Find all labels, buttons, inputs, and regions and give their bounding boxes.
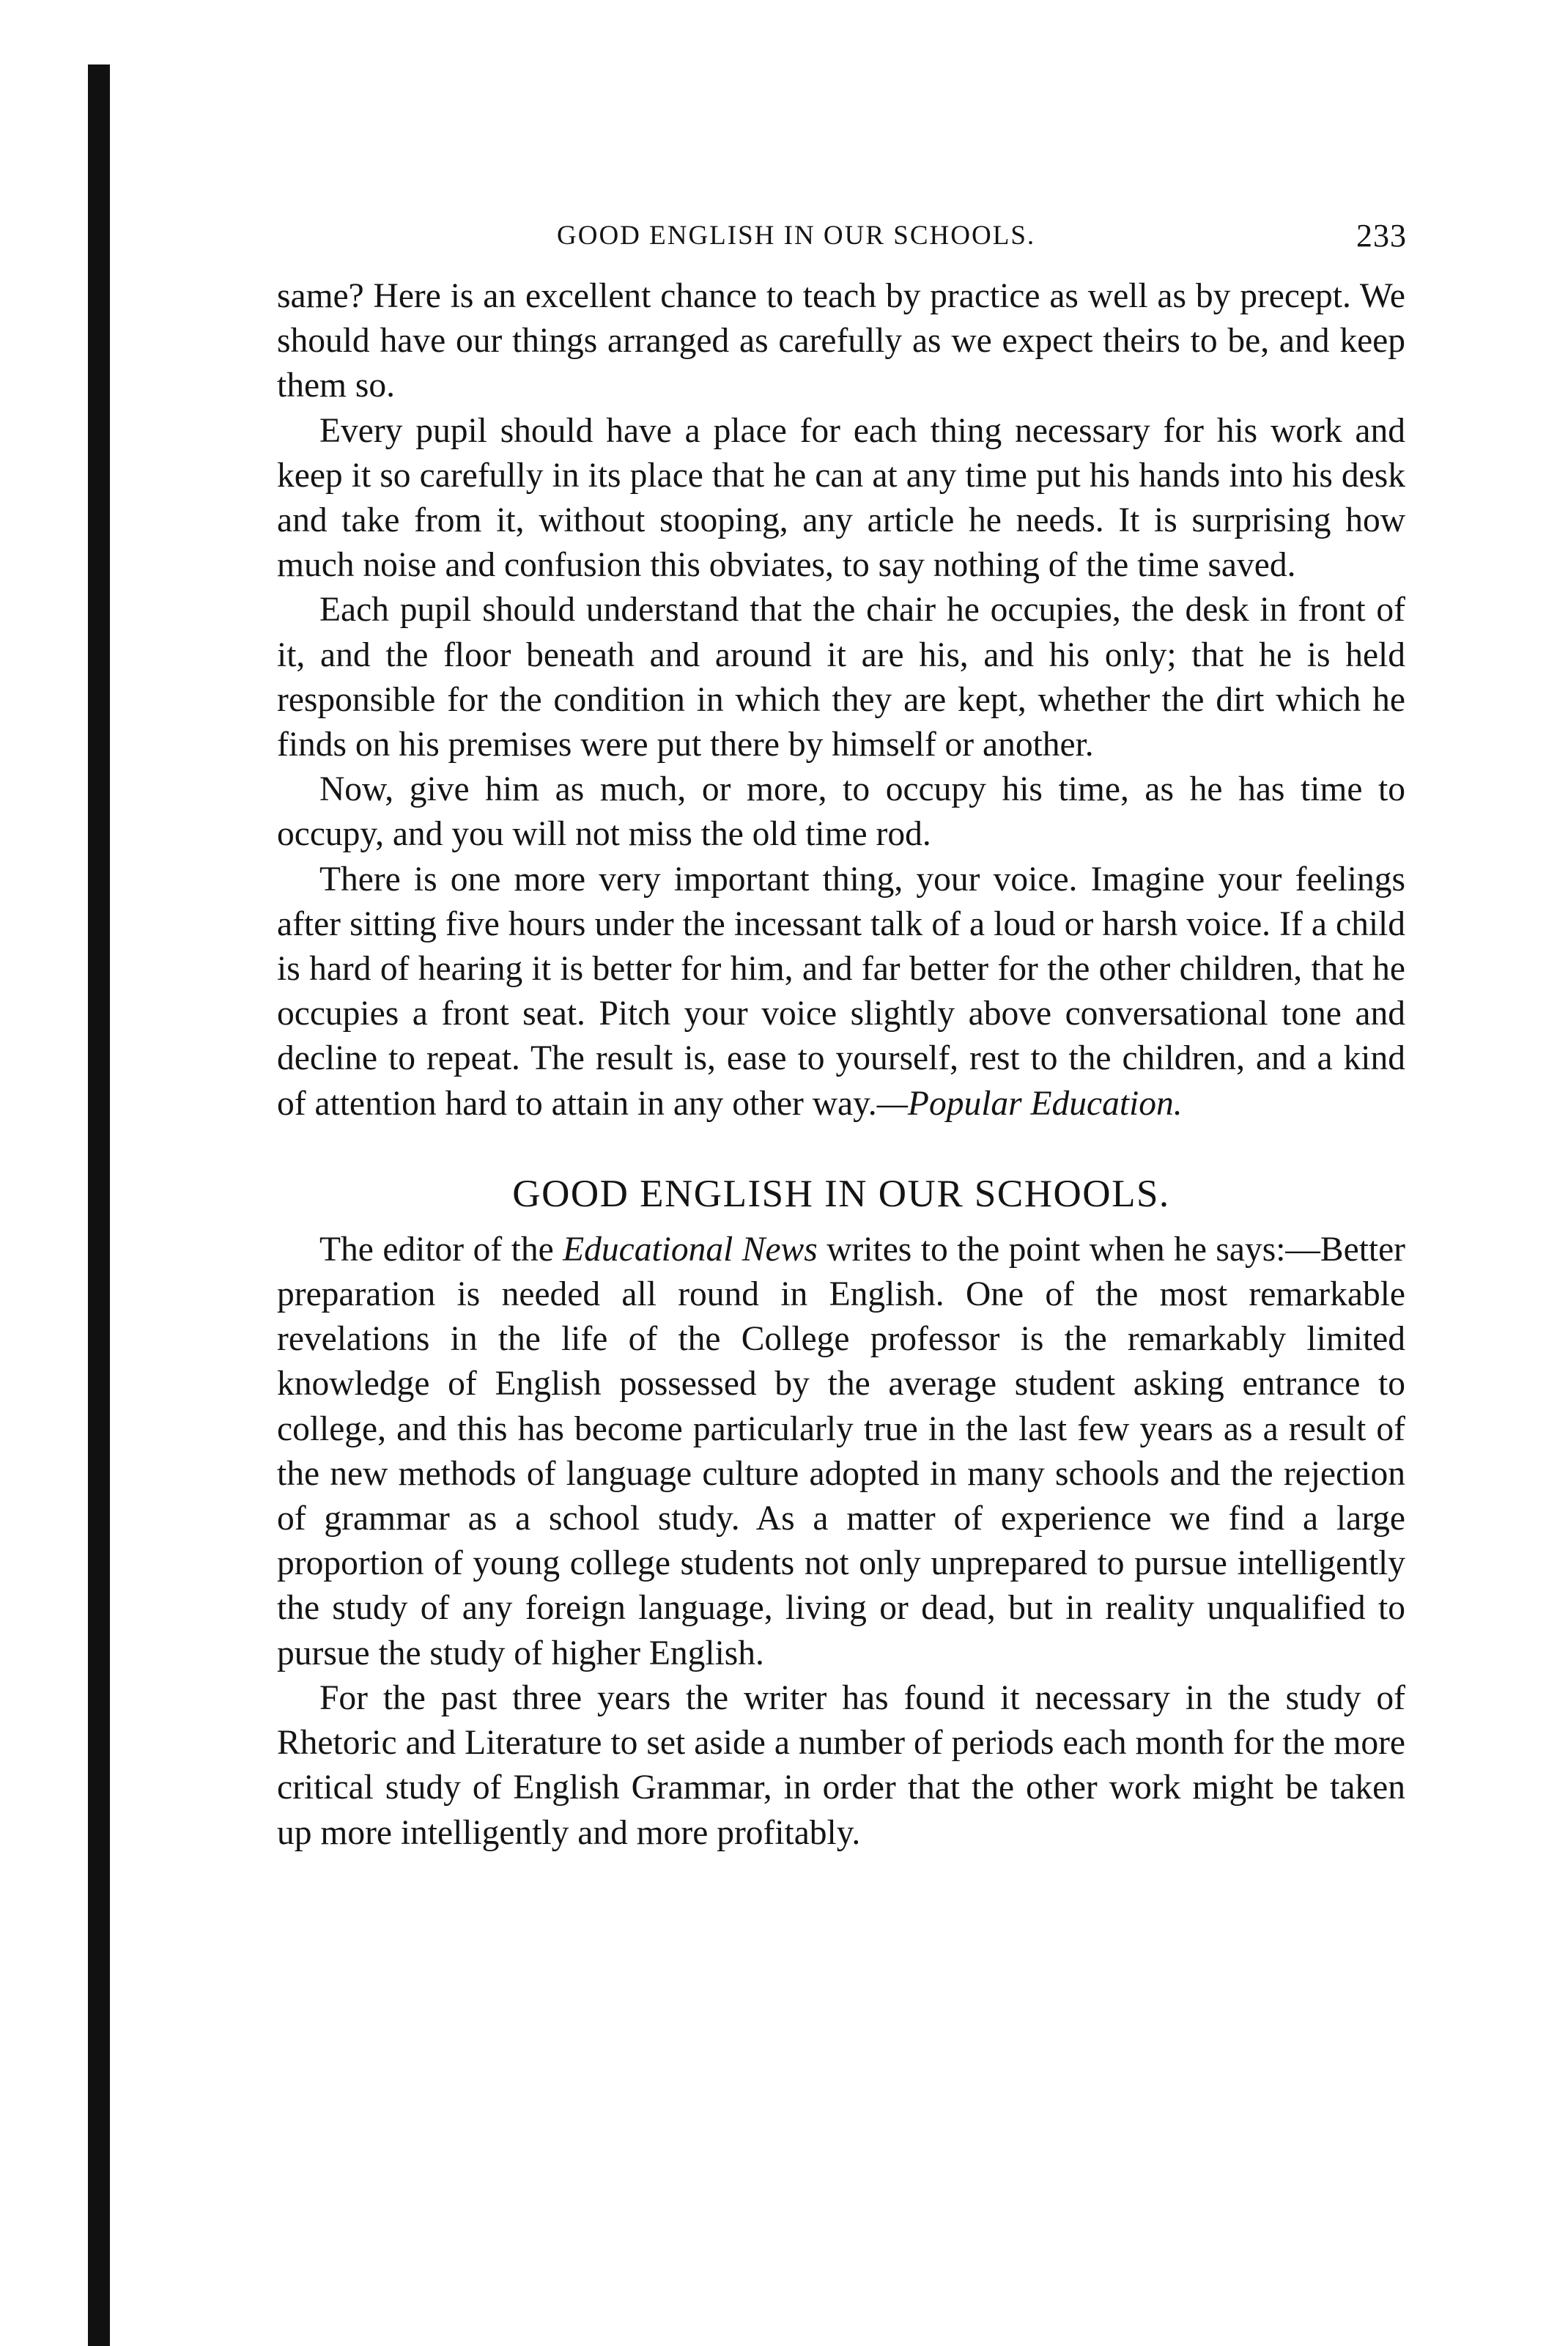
paragraph: Every pupil should have a place for each thing necessary for his work and keep it so carefully in its place that he can at any time put his hands into his desk and take from it, without stooping, any article he needs. It is surprising how much noise and confusion this obviates, to say nothing of the time saved. xyxy=(277,411,1405,585)
book-page xyxy=(277,220,1405,1856)
paragraph-text: There is one more very important thing, your voice. Imagine your feelings after sitting five hours under the incessant talk of a loud or harsh voice. If a child is hard of hearing it is better for him, and far better for the other children, that he occupies a front seat. Pitch your voice slightly above conversational tone and decline to repeat. The result is, ease to yourself, rest to the children, and a kind of attention hard to attain in any other way. xyxy=(277,860,1405,1123)
publication-title: Educational News xyxy=(563,1230,818,1269)
running-head-title: GOOD ENGLISH IN OUR SCHOOLS. xyxy=(557,221,1036,251)
article-source: —Popular Education. xyxy=(876,1084,1183,1123)
running-head xyxy=(277,220,1405,264)
article-one xyxy=(277,274,1405,1126)
paragraph: For the past three years the writer has found it necessary in the study of Rhetoric and Literature to set aside a number of periods each month for the more critical study of English Grammar, in order that the other work might be taken up more intelligently and more profitably. xyxy=(277,1678,1405,1852)
paragraph: The editor of the Educational News writes to the point when he says:—Better preparation is needed all round in English. One of the most remarkable revelations in the life of the College professor is the remarkably limited knowledge of English possessed by the average student asking entrance to college, and this has become particularly true in the last few years as a result of the new methods of language culture adopted in many schools and the rejection of grammar as a school study. As a matter of experience we find a large proportion of young college students not only unprepared to pursue intelligently the study of any foreign language, living or dead, but in reality unqualified to pursue the study of higher English. xyxy=(277,1230,1405,1672)
paragraph: Now, give him as much, or more, to occupy his time, as he has time to occupy, and you will not miss the old time rod. xyxy=(277,770,1405,854)
article-two xyxy=(277,1228,1405,1856)
page-binding-edge xyxy=(88,64,110,2346)
section-heading: GOOD ENGLISH IN OUR SCHOOLS. xyxy=(512,1172,1170,1215)
paragraph-with-source xyxy=(277,857,1405,1126)
page-number: 233 xyxy=(1356,218,1407,254)
paragraph-continued: same? Here is an excellent chance to teach by practice as well as by precept. We should have our things arranged as carefully as we expect theirs to be, and keep them so. xyxy=(277,277,1405,405)
paragraph: Each pupil should understand that the chair he occupies, the desk in front of it, and the floor beneath and around it are his, and his only; that he is held responsible for the condition in which they are kept, whether the dirt which he finds on his premises were put there by himself or another. xyxy=(277,591,1405,764)
